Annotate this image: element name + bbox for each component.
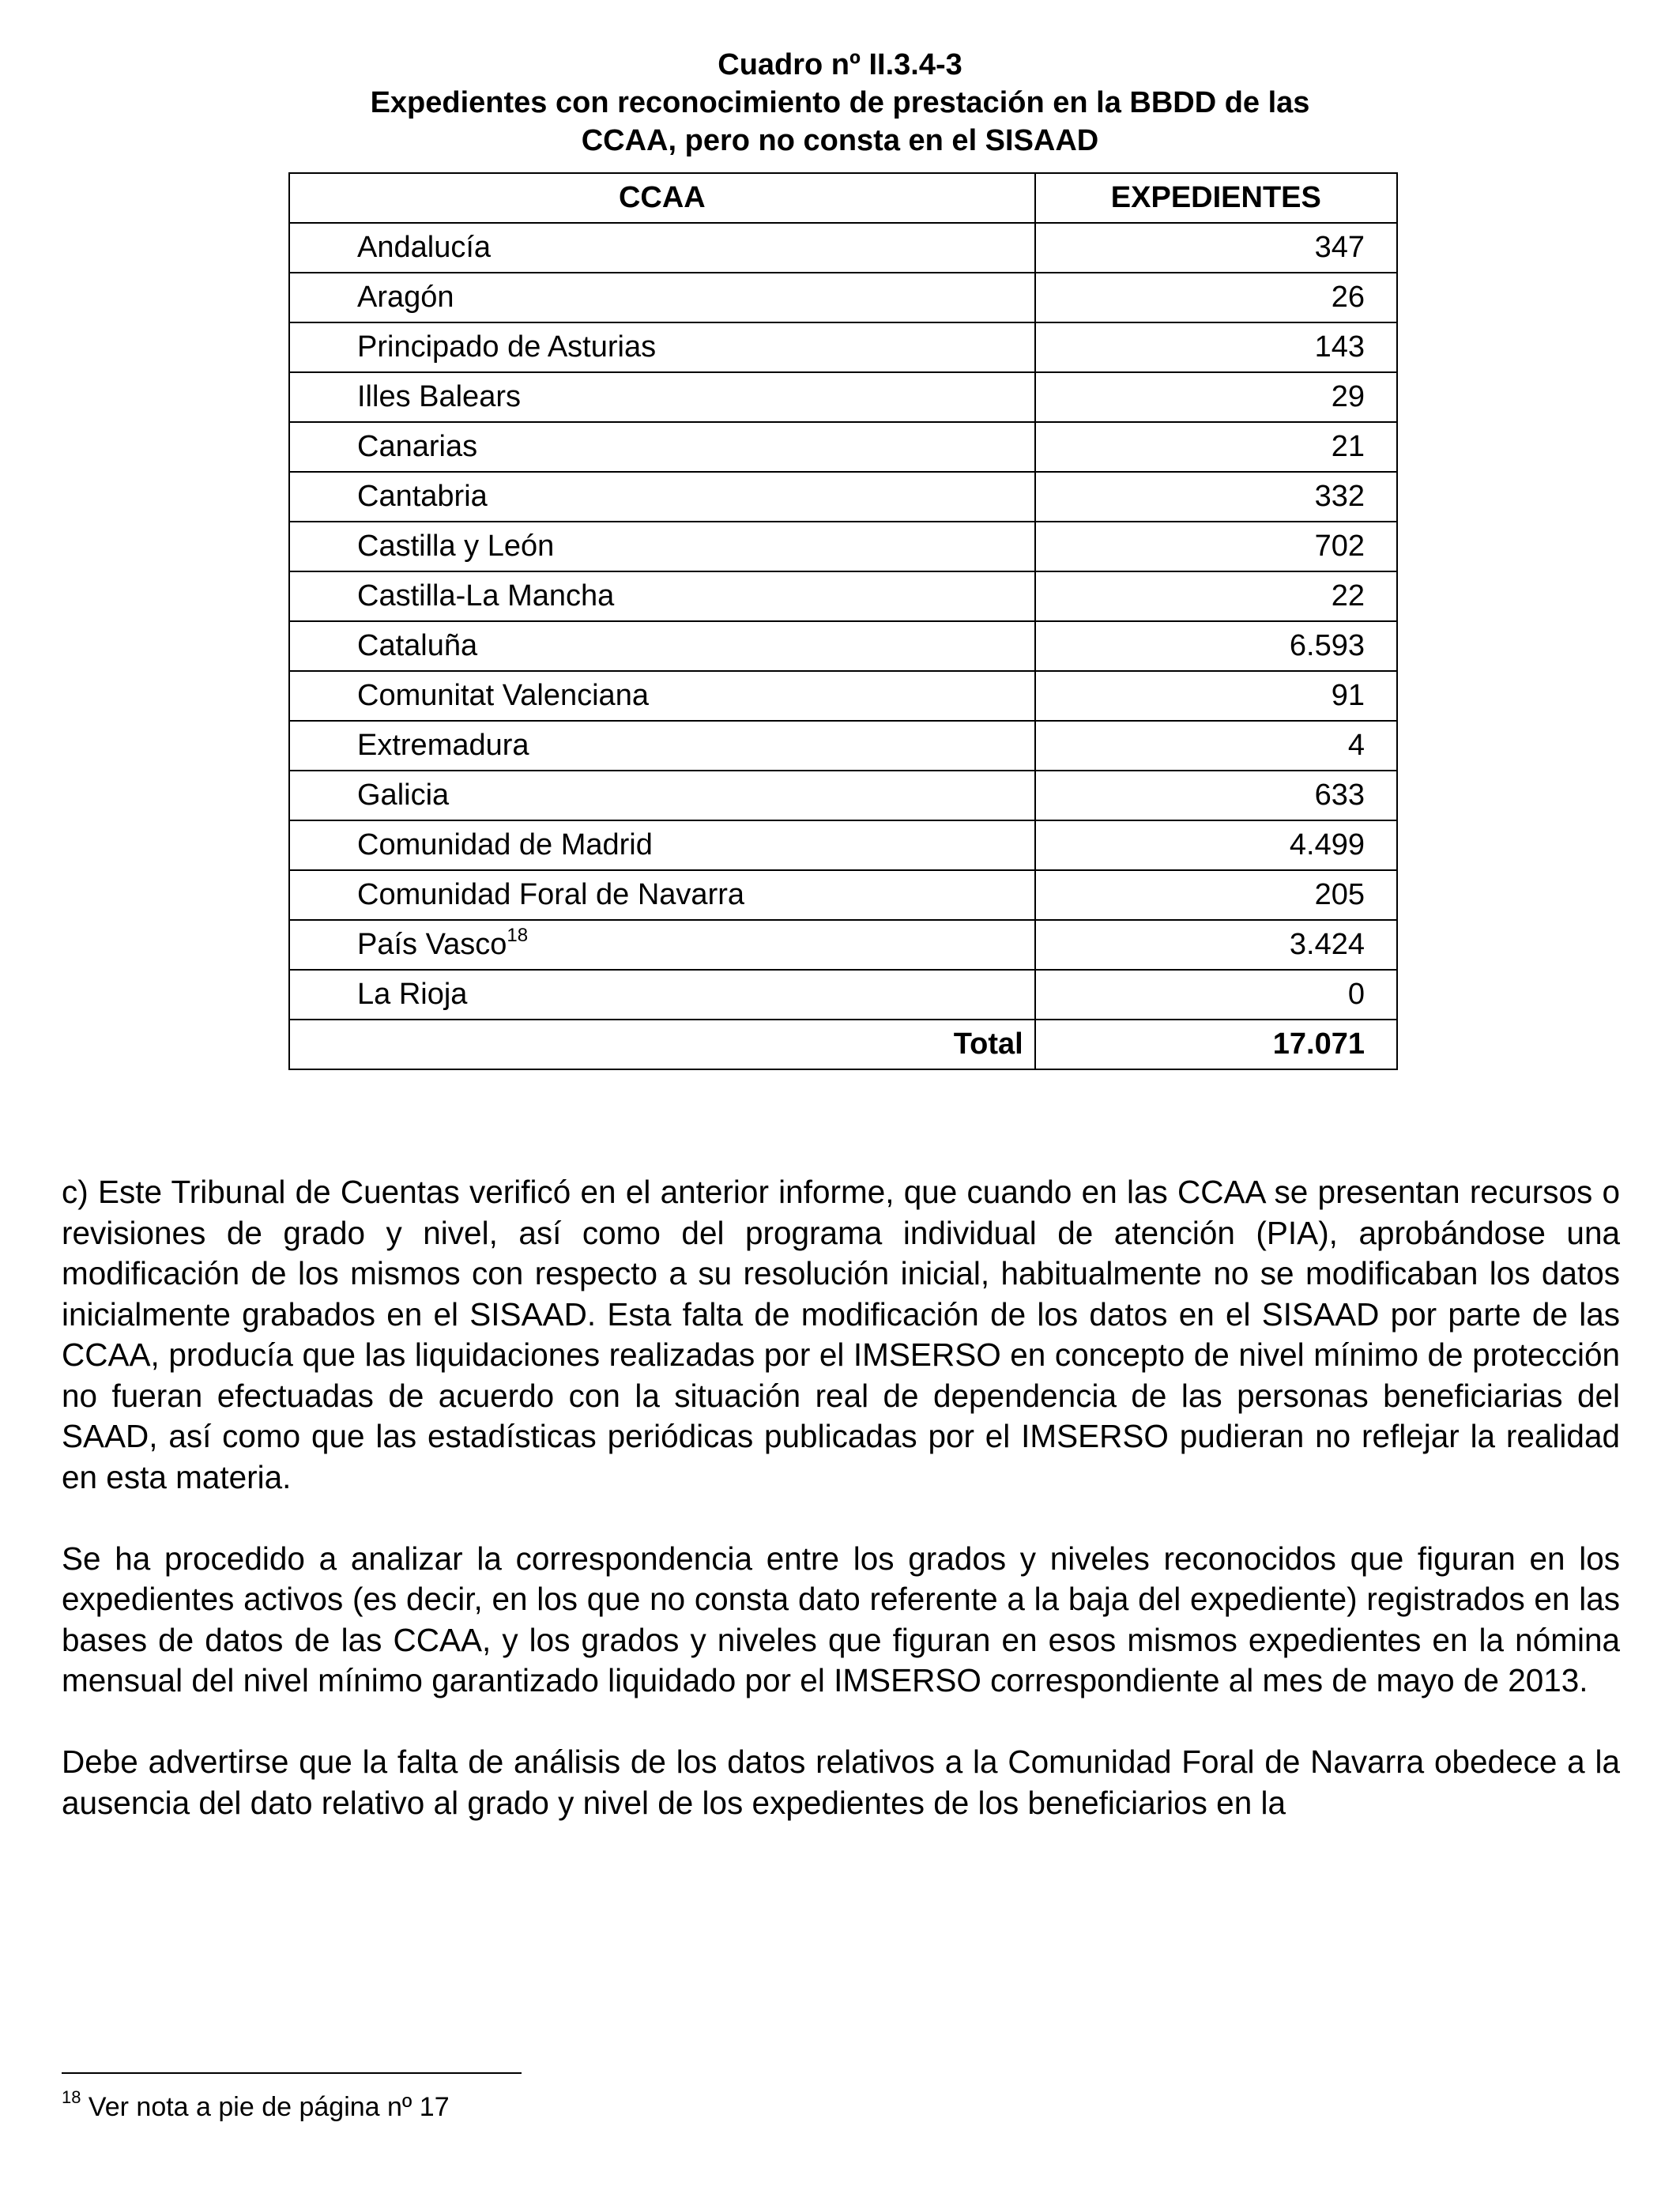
paragraph: Se ha procedido a analizar la correspondencia entre los grados y niveles reconocidos que figuran en los expedientes activos (es decir, en los que no consta dato referente a la baja del expediente) registrados en las bases de datos de las CCAA, y los grados y niveles que figuran en esos mismos expedientes en la nómina mensual del nivel mínimo garantizado liquidado por el IMSERSO correspondiente al mes de mayo de 2013.: [62, 1540, 1620, 1698]
ccaa-cell: [289, 820, 1035, 870]
table-row: [289, 472, 1397, 522]
body-text: [62, 1172, 1620, 1864]
caption-title-line1: Expedientes con reconocimiento de prestación en la BBDD de las: [370, 86, 1310, 119]
ccaa-cell: [289, 223, 1035, 273]
expedientes-cell: 4.499: [1035, 820, 1397, 870]
ccaa-cell: [289, 870, 1035, 920]
expedientes-cell: 205: [1035, 870, 1397, 920]
caption-number: Cuadro nº II.3.4-3: [718, 48, 962, 81]
ccaa-name: País Vasco: [357, 928, 507, 961]
expedientes-table: [288, 172, 1398, 1070]
ccaa-name: Principado de Asturias: [357, 330, 657, 364]
table-row: [289, 820, 1397, 870]
footnote-ref: 18: [507, 925, 529, 947]
ccaa-name: Castilla y León: [357, 530, 555, 563]
table-row: [289, 223, 1397, 273]
expedientes-cell: 3.424: [1035, 920, 1397, 970]
table-row: [289, 671, 1397, 721]
table-row: [289, 771, 1397, 820]
ccaa-cell: [289, 621, 1035, 671]
total-label: Total: [289, 1020, 1035, 1069]
footnote-divider: [62, 2072, 522, 2074]
table-header-row: [289, 173, 1397, 223]
table-row: [289, 522, 1397, 571]
expedientes-cell: 6.593: [1035, 621, 1397, 671]
expedientes-cell: 91: [1035, 671, 1397, 721]
footnote-number: 18: [62, 2087, 81, 2107]
ccaa-cell: [289, 920, 1035, 970]
footnote-text: Ver nota a pie de página nº 17: [81, 2092, 450, 2122]
ccaa-cell: [289, 522, 1035, 571]
table-row: [289, 621, 1397, 671]
ccaa-name: Illes Balears: [357, 380, 521, 413]
ccaa-name: Galicia: [357, 778, 450, 812]
expedientes-cell: 347: [1035, 223, 1397, 273]
ccaa-name: Extremadura: [357, 729, 529, 762]
ccaa-cell: [289, 671, 1035, 721]
expedientes-cell: 21: [1035, 422, 1397, 472]
ccaa-name: Andalucía: [357, 231, 492, 264]
paragraph: c) Este Tribunal de Cuentas verificó en el anterior informe, que cuando en las CCAA se presentan recursos o revisiones de grado y nivel, así como del programa individual de atención (PIA), aprobándose una modificación de los mismos con respecto a su resolución inicial, habitualmente no se modificaban los datos inicialmente grabados en el SISAAD. Esta falta de modificación de los datos en el SISAAD por parte de las CCAA, producía que las liquidaciones realizadas por el IMSERSO en concepto de nivel mínimo de protección no fueran efectuadas de acuerdo con la situación real de dependencia de las personas beneficiarias del SAAD, así como que las estadísticas periódicas publicadas por el IMSERSO pudieran no reflejar la realidad en esta materia.: [62, 1174, 1620, 1495]
ccaa-name: La Rioja: [357, 978, 468, 1011]
table-row: [289, 721, 1397, 771]
ccaa-name: Comunitat Valenciana: [357, 679, 649, 712]
expedientes-cell: 143: [1035, 322, 1397, 372]
expedientes-cell: 26: [1035, 273, 1397, 322]
expedientes-cell: 702: [1035, 522, 1397, 571]
ccaa-cell: [289, 472, 1035, 522]
expedientes-cell: 332: [1035, 472, 1397, 522]
ccaa-cell: [289, 322, 1035, 372]
table-row: [289, 970, 1397, 1020]
ccaa-cell: [289, 372, 1035, 422]
table-row: [289, 422, 1397, 472]
expedientes-cell: 4: [1035, 721, 1397, 771]
caption-title-line2: CCAA, pero no consta en el SISAAD: [581, 124, 1099, 157]
table-row: [289, 920, 1397, 970]
ccaa-cell: [289, 771, 1035, 820]
ccaa-name: Aragón: [357, 281, 454, 314]
footnote: [62, 2087, 450, 2124]
ccaa-name: Canarias: [357, 430, 478, 463]
ccaa-name: Cataluña: [357, 629, 478, 662]
ccaa-name: Comunidad de Madrid: [357, 828, 653, 861]
expedientes-cell: 0: [1035, 970, 1397, 1020]
ccaa-cell: [289, 721, 1035, 771]
ccaa-cell: [289, 571, 1035, 621]
table-row: [289, 372, 1397, 422]
ccaa-cell: [289, 970, 1035, 1020]
ccaa-cell: [289, 273, 1035, 322]
table-row: [289, 571, 1397, 621]
total-value: 17.071: [1035, 1020, 1397, 1069]
table-row: [289, 273, 1397, 322]
expedientes-cell: 633: [1035, 771, 1397, 820]
ccaa-name: Cantabria: [357, 480, 488, 513]
ccaa-name: Castilla-La Mancha: [357, 579, 615, 613]
table-row: [289, 322, 1397, 372]
expedientes-cell: 22: [1035, 571, 1397, 621]
table-caption: [0, 46, 1680, 160]
table-row: [289, 870, 1397, 920]
expedientes-cell: 29: [1035, 372, 1397, 422]
column-header-expedientes: EXPEDIENTES: [1035, 173, 1397, 223]
table-total-row: [289, 1020, 1397, 1069]
ccaa-name: Comunidad Foral de Navarra: [357, 878, 745, 911]
column-header-ccaa: CCAA: [289, 173, 1035, 223]
table-body: [289, 223, 1397, 1020]
ccaa-cell: [289, 422, 1035, 472]
paragraph: Debe advertirse que la falta de análisis de los datos relativos a la Comunidad Foral de Navarra obedece a la ausencia del dato relativo al grado y nivel de los expedientes de los beneficiarios en la: [62, 1744, 1620, 1821]
